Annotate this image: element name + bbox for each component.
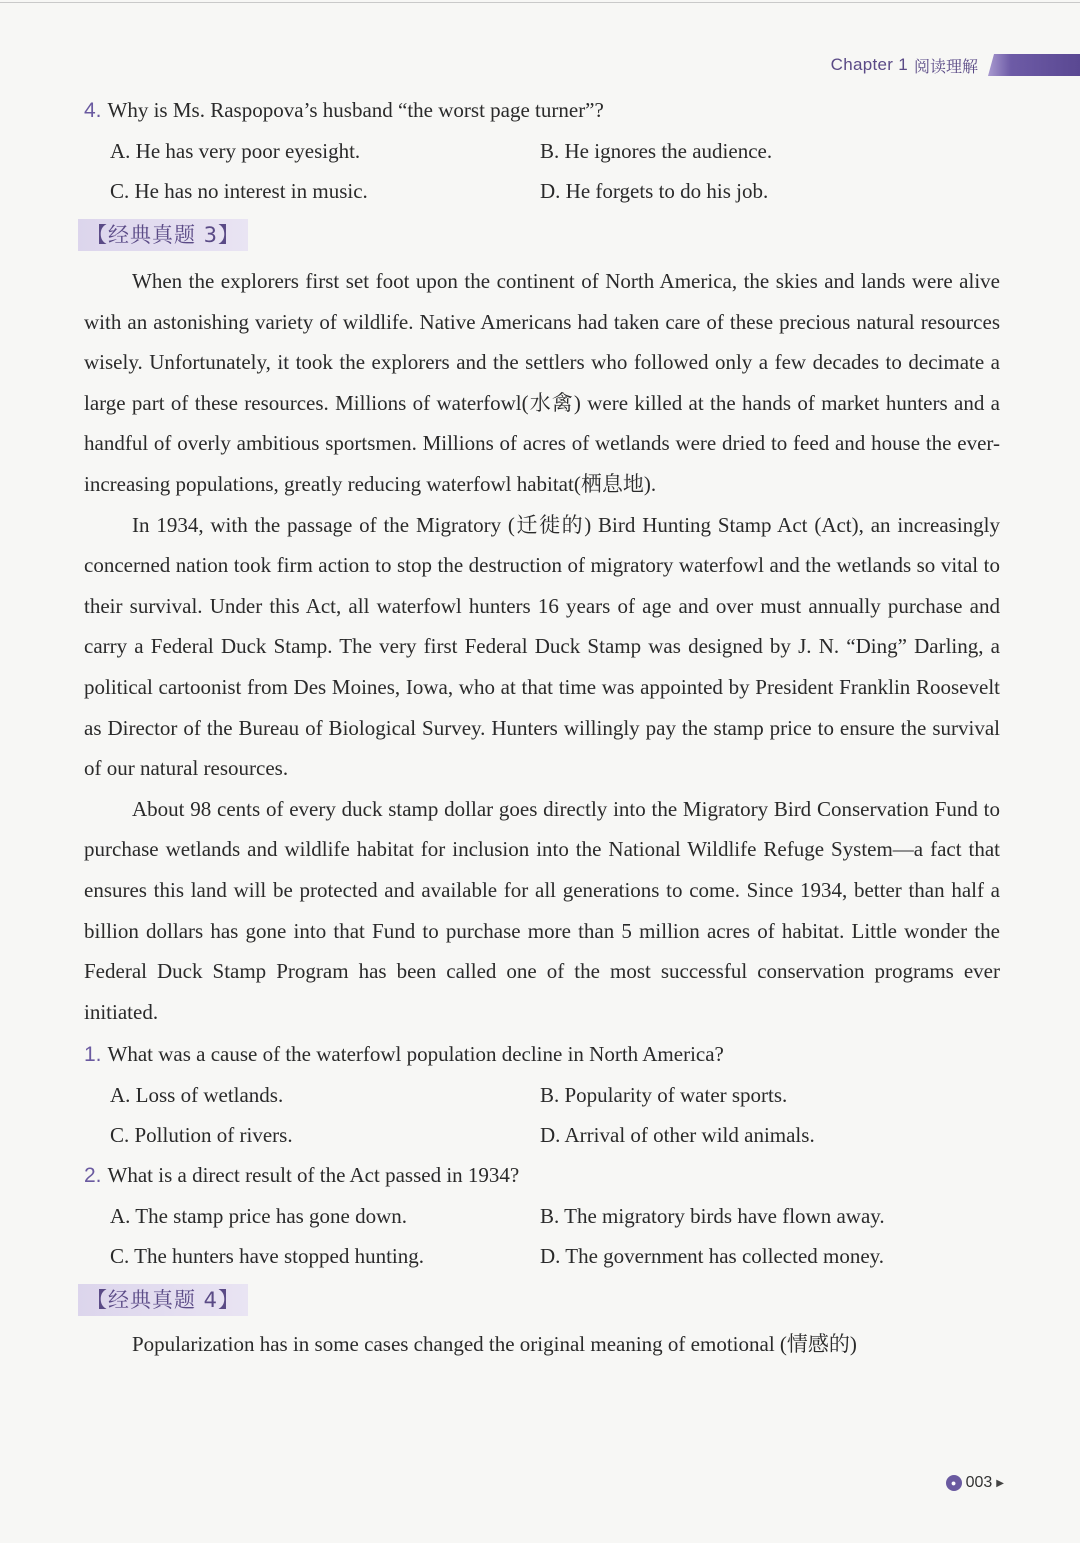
passage-3 (84, 261, 1000, 1032)
page-footer (946, 1474, 1004, 1492)
page-badge-icon: ● (946, 1475, 962, 1491)
option-d: D. He forgets to do his job. (540, 179, 769, 203)
question-number: 4. (84, 99, 102, 122)
triangle-right-icon: ▶ (996, 1477, 1004, 1489)
option-a: A. He has very poor eyesight. (110, 139, 361, 163)
question-1 (84, 1034, 1000, 1155)
passage-paragraph: Popularization has in some cases changed the original meaning of emotional (情感的) (132, 1332, 857, 1357)
option-d: D. Arrival of other wild animals. (540, 1123, 815, 1148)
chapter-label: Chapter 1 (830, 55, 908, 74)
chapter-title: 阅读理解 (913, 56, 978, 76)
option-a: A. Loss of wetlands. (110, 1083, 284, 1108)
question-number: 2. (84, 1164, 102, 1188)
question-number: 1. (84, 1043, 102, 1067)
options-grid (84, 1075, 1000, 1155)
question-stem (84, 1034, 1000, 1075)
options-grid (84, 131, 1000, 211)
question-text: Why is Ms. Raspopova’s husband “the worst page turner”? (107, 98, 604, 122)
option-b: B. Popularity of water sports. (540, 1083, 788, 1108)
option-b: B. The migratory birds have flown away. (540, 1204, 885, 1229)
passage-paragraph: When the explorers first set foot upon the continent of North America, the skies and lands were alive with an astonishing variety of wildlife. Native Americans had taken care of these precious natural resources wisely. Unfortunately, it took the explorers and the settlers who followed only a few decades to decimate a large part of these resources. Millions of waterfowl(水禽) were killed at the hands of market hunters and a handful of overly ambitious sportsmen. Millions of acres of wetlands were dried to feed and house the ever-increasing populations, greatly reducing waterfowl habitat(栖息地). (84, 269, 1000, 496)
option-d: D. The government has collected money. (540, 1244, 885, 1269)
page-number: 003 (965, 1474, 993, 1491)
option-c: C. Pollution of rivers. (110, 1123, 293, 1148)
option-c: C. He has no interest in music. (110, 179, 368, 203)
section-title-3: 【经典真题 3】 (78, 219, 248, 251)
question-text: What is a direct result of the Act passed in 1934? (107, 1163, 520, 1188)
question-2 (84, 1155, 1000, 1276)
passage-paragraph: In 1934, with the passage of the Migratory (迁徙的) Bird Hunting Stamp Act (Act), an increasingly concerned nation took firm action to stop the destruction of migratory waterfowl and the wetlands so vital to their survival. Under this Act, all waterfowl hunters 16 years of age and over must annually purchase and carry a Federal Duck Stamp. The very first Federal Duck Stamp was designed by J. N. “Ding” Darling, a political cartoonist from Des Moines, Iowa, who at that time was appointed by President Franklin Roosevelt as Director of the Bureau of Biological Survey. Hunters willingly pay the stamp price to ensure the survival of our natural resources. (84, 512, 1000, 781)
top-rule (0, 2, 1080, 3)
question-stem (84, 1155, 1000, 1196)
option-c: C. The hunters have stopped hunting. (110, 1244, 424, 1269)
options-grid (84, 1196, 1000, 1276)
chapter-bar (988, 54, 1080, 76)
passage-paragraph: About 98 cents of every duck stamp dollar goes directly into the Migratory Bird Conservation Fund to purchase wetlands and wildlife habitat for inclusion into the National Wildlife Refuge System—a fact that ensures this land will be protected and available for all generations to come. Since 1934, better than half a billion dollars has gone into that Fund to purchase more than 5 million acres of habitat. Little wonder the Federal Duck Stamp Program has been called one of the most successful conservation programs ever initiated. (84, 796, 1000, 1024)
chapter-header (831, 52, 1080, 78)
section-title-4: 【经典真题 4】 (78, 1284, 248, 1316)
question-stem (84, 90, 1000, 131)
question-text: What was a cause of the waterfowl population decline in North America? (107, 1042, 724, 1067)
page-content (84, 90, 1000, 1365)
option-a: A. The stamp price has gone down. (110, 1204, 408, 1229)
question-4 (84, 90, 1000, 211)
option-b: B. He ignores the audience. (540, 139, 773, 163)
